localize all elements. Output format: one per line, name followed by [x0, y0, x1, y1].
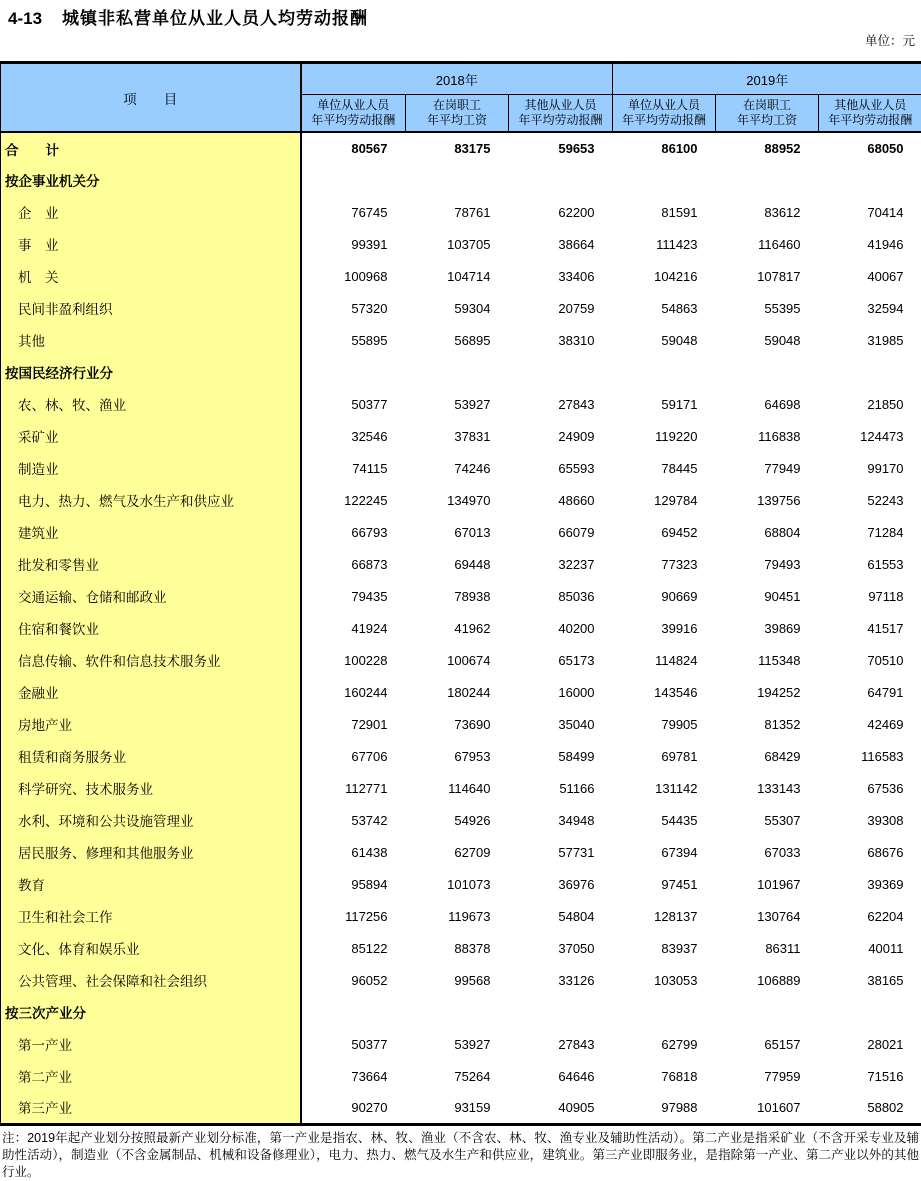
cell-value: 39369 [819, 868, 921, 900]
cell-value: 116460 [716, 228, 819, 260]
cell-value: 67013 [406, 516, 509, 548]
cell-value: 96052 [301, 964, 406, 996]
cell-value: 41924 [301, 612, 406, 644]
cell-value: 56895 [406, 324, 509, 356]
cell-value: 106889 [716, 964, 819, 996]
cell-value: 34948 [509, 804, 613, 836]
cell-value: 103053 [613, 964, 716, 996]
cell-value [819, 356, 921, 388]
table-row [1, 964, 921, 996]
table-row [1, 260, 921, 292]
table-row [1, 996, 921, 1028]
cell-value: 88378 [406, 932, 509, 964]
header-line: 年平均工资 [406, 113, 508, 128]
cell-value: 68429 [716, 740, 819, 772]
cell-value: 115348 [716, 644, 819, 676]
row-label: 批发和零售业 [1, 548, 301, 580]
cell-value: 67706 [301, 740, 406, 772]
cell-value: 16000 [509, 676, 613, 708]
cell-value: 69448 [406, 548, 509, 580]
cell-value: 41517 [819, 612, 921, 644]
cell-value [406, 996, 509, 1028]
cell-value: 67536 [819, 772, 921, 804]
cell-value: 101967 [716, 868, 819, 900]
footnote: 注：2019年起产业划分按照最新产业划分标准，第一产业是指农、林、牧、渔业（不含农、林、牧、渔专业及辅助性活动）。第二产业是指采矿业（不含开采专业及辅助性活动），制造业（不含金属制品、机械和设备修理业），电力、热力、燃气及水生产和供应业，建筑业。第三产业即服务业，是指除第一产业、第二产业以外的其他行业。 [0, 1126, 921, 1181]
unit-label: 单位：元 [0, 32, 921, 50]
table-number: 4-13 [8, 9, 42, 28]
cell-value: 97988 [613, 1092, 716, 1124]
row-label: 建筑业 [1, 516, 301, 548]
cell-value: 78761 [406, 196, 509, 228]
table-row [1, 868, 921, 900]
cell-value: 100968 [301, 260, 406, 292]
cell-value: 27843 [509, 388, 613, 420]
cell-value: 86311 [716, 932, 819, 964]
cell-value: 50377 [301, 1028, 406, 1060]
cell-value [301, 164, 406, 196]
row-label: 制造业 [1, 452, 301, 484]
row-label: 电力、热力、燃气及水生产和供应业 [1, 484, 301, 516]
cell-value: 53927 [406, 388, 509, 420]
row-label: 企 业 [1, 196, 301, 228]
cell-value: 33126 [509, 964, 613, 996]
cell-value: 40200 [509, 612, 613, 644]
row-label: 交通运输、仓储和邮政业 [1, 580, 301, 612]
row-label: 按三次产业分 [1, 996, 301, 1028]
cell-value: 194252 [716, 676, 819, 708]
table-row [1, 612, 921, 644]
cell-value: 83937 [613, 932, 716, 964]
cell-value: 36976 [509, 868, 613, 900]
cell-value: 50377 [301, 388, 406, 420]
cell-value: 38664 [509, 228, 613, 260]
row-label: 按企事业机关分 [1, 164, 301, 196]
cell-value: 76818 [613, 1060, 716, 1092]
cell-value: 55395 [716, 292, 819, 324]
year-header-row [1, 63, 921, 95]
table-row [1, 1060, 921, 1092]
cell-value [509, 996, 613, 1028]
cell-value: 101073 [406, 868, 509, 900]
cell-value: 65157 [716, 1028, 819, 1060]
cell-value: 117256 [301, 900, 406, 932]
column-header-2018-staff-wage [406, 95, 509, 133]
cell-value [613, 356, 716, 388]
table-row [1, 804, 921, 836]
cell-value: 119673 [406, 900, 509, 932]
header-line: 年平均劳动报酬 [613, 113, 715, 128]
cell-value: 37831 [406, 420, 509, 452]
cell-value: 99170 [819, 452, 921, 484]
row-label: 卫生和社会工作 [1, 900, 301, 932]
cell-value: 86100 [613, 132, 716, 164]
table-row [1, 548, 921, 580]
cell-value: 66079 [509, 516, 613, 548]
cell-value [509, 356, 613, 388]
cell-value: 122245 [301, 484, 406, 516]
cell-value: 111423 [613, 228, 716, 260]
cell-value: 20759 [509, 292, 613, 324]
cell-value: 41962 [406, 612, 509, 644]
cell-value [716, 356, 819, 388]
cell-value: 58802 [819, 1092, 921, 1124]
cell-value: 130764 [716, 900, 819, 932]
row-label: 采矿业 [1, 420, 301, 452]
row-label: 合 计 [1, 132, 301, 164]
column-header-item: 项 目 [1, 63, 301, 133]
row-label: 文化、体育和娱乐业 [1, 932, 301, 964]
table-row [1, 836, 921, 868]
row-label: 房地产业 [1, 708, 301, 740]
cell-value: 101607 [716, 1092, 819, 1124]
cell-value: 40905 [509, 1092, 613, 1124]
cell-value: 68050 [819, 132, 921, 164]
cell-value: 69781 [613, 740, 716, 772]
table-row [1, 932, 921, 964]
row-label: 机 关 [1, 260, 301, 292]
header-line: 年平均劳动报酬 [302, 113, 406, 128]
cell-value: 79493 [716, 548, 819, 580]
cell-value: 40011 [819, 932, 921, 964]
cell-value: 59171 [613, 388, 716, 420]
cell-value: 114824 [613, 644, 716, 676]
cell-value: 67953 [406, 740, 509, 772]
cell-value: 97118 [819, 580, 921, 612]
cell-value: 74115 [301, 452, 406, 484]
column-header-2018-other-remuneration [509, 95, 613, 133]
cell-value: 114640 [406, 772, 509, 804]
cell-value: 55307 [716, 804, 819, 836]
cell-value [716, 164, 819, 196]
cell-value: 128137 [613, 900, 716, 932]
cell-value [406, 356, 509, 388]
cell-value: 90669 [613, 580, 716, 612]
header-line: 年平均劳动报酬 [819, 113, 921, 128]
row-label: 水利、环境和公共设施管理业 [1, 804, 301, 836]
table-row [1, 484, 921, 516]
cell-value: 42469 [819, 708, 921, 740]
row-label: 科学研究、技术服务业 [1, 772, 301, 804]
table-row [1, 1092, 921, 1124]
cell-value: 79905 [613, 708, 716, 740]
cell-value: 67033 [716, 836, 819, 868]
cell-value: 65173 [509, 644, 613, 676]
table-row [1, 196, 921, 228]
cell-value: 76745 [301, 196, 406, 228]
row-label: 第三产业 [1, 1092, 301, 1124]
cell-value: 81352 [716, 708, 819, 740]
header-line: 年平均劳动报酬 [509, 113, 612, 128]
table-row [1, 516, 921, 548]
cell-value [301, 356, 406, 388]
cell-value: 62709 [406, 836, 509, 868]
cell-value: 53742 [301, 804, 406, 836]
cell-value: 160244 [301, 676, 406, 708]
header-line: 单位从业人员 [302, 98, 406, 113]
cell-value: 59048 [613, 324, 716, 356]
cell-value: 97451 [613, 868, 716, 900]
cell-value: 64791 [819, 676, 921, 708]
cell-value: 133143 [716, 772, 819, 804]
statistics-table [0, 61, 921, 1126]
row-label: 农、林、牧、渔业 [1, 388, 301, 420]
table-row [1, 676, 921, 708]
cell-value: 40067 [819, 260, 921, 292]
table-row [1, 132, 921, 164]
cell-value: 79435 [301, 580, 406, 612]
cell-value: 59653 [509, 132, 613, 164]
cell-value: 64646 [509, 1060, 613, 1092]
cell-value: 99568 [406, 964, 509, 996]
cell-value [613, 996, 716, 1028]
cell-value: 80567 [301, 132, 406, 164]
header-line: 年平均工资 [716, 113, 818, 128]
cell-value: 71284 [819, 516, 921, 548]
cell-value: 116838 [716, 420, 819, 452]
cell-value [819, 164, 921, 196]
cell-value: 100674 [406, 644, 509, 676]
cell-value: 77959 [716, 1060, 819, 1092]
cell-value: 88952 [716, 132, 819, 164]
table-header [1, 63, 921, 133]
cell-value: 104714 [406, 260, 509, 292]
cell-value: 67394 [613, 836, 716, 868]
row-label: 信息传输、软件和信息技术服务业 [1, 644, 301, 676]
cell-value: 78938 [406, 580, 509, 612]
table-row [1, 1028, 921, 1060]
cell-value: 62200 [509, 196, 613, 228]
cell-value [716, 996, 819, 1028]
table-body [1, 132, 921, 1124]
cell-value: 27843 [509, 1028, 613, 1060]
cell-value: 112771 [301, 772, 406, 804]
row-label: 其他 [1, 324, 301, 356]
cell-value: 85036 [509, 580, 613, 612]
cell-value: 66793 [301, 516, 406, 548]
cell-value: 73664 [301, 1060, 406, 1092]
table-row [1, 324, 921, 356]
cell-value: 64698 [716, 388, 819, 420]
cell-value: 52243 [819, 484, 921, 516]
cell-value: 100228 [301, 644, 406, 676]
cell-value: 83612 [716, 196, 819, 228]
cell-value: 38310 [509, 324, 613, 356]
title-text: 城镇非私营单位从业人员人均劳动报酬 [62, 9, 368, 28]
header-line: 单位从业人员 [613, 98, 715, 113]
cell-value: 32546 [301, 420, 406, 452]
cell-value: 73690 [406, 708, 509, 740]
row-label: 事 业 [1, 228, 301, 260]
cell-value: 107817 [716, 260, 819, 292]
table-row [1, 708, 921, 740]
cell-value: 66873 [301, 548, 406, 580]
cell-value: 57731 [509, 836, 613, 868]
cell-value: 58499 [509, 740, 613, 772]
cell-value: 41946 [819, 228, 921, 260]
table-row [1, 644, 921, 676]
cell-value: 37050 [509, 932, 613, 964]
column-header-2019: 2019年 [613, 63, 921, 95]
column-header-2018: 2018年 [301, 63, 613, 95]
cell-value: 129784 [613, 484, 716, 516]
cell-value: 68804 [716, 516, 819, 548]
cell-value: 57320 [301, 292, 406, 324]
cell-value: 134970 [406, 484, 509, 516]
table-row [1, 164, 921, 196]
row-label: 住宿和餐饮业 [1, 612, 301, 644]
cell-value: 103705 [406, 228, 509, 260]
row-label: 第二产业 [1, 1060, 301, 1092]
cell-value: 48660 [509, 484, 613, 516]
cell-value [406, 164, 509, 196]
cell-value: 72901 [301, 708, 406, 740]
row-label: 教育 [1, 868, 301, 900]
column-header-2019-other-remuneration [819, 95, 921, 133]
cell-value: 54926 [406, 804, 509, 836]
cell-value: 54804 [509, 900, 613, 932]
row-label: 租赁和商务服务业 [1, 740, 301, 772]
table-row [1, 292, 921, 324]
cell-value: 33406 [509, 260, 613, 292]
cell-value: 55895 [301, 324, 406, 356]
row-label: 金融业 [1, 676, 301, 708]
cell-value: 180244 [406, 676, 509, 708]
cell-value: 143546 [613, 676, 716, 708]
row-label: 按国民经济行业分 [1, 356, 301, 388]
page-title [0, 0, 921, 30]
cell-value: 90451 [716, 580, 819, 612]
cell-value: 62799 [613, 1028, 716, 1060]
cell-value: 139756 [716, 484, 819, 516]
cell-value: 62204 [819, 900, 921, 932]
cell-value: 90270 [301, 1092, 406, 1124]
cell-value: 93159 [406, 1092, 509, 1124]
column-header-2019-staff-wage [716, 95, 819, 133]
table-row [1, 900, 921, 932]
cell-value: 119220 [613, 420, 716, 452]
table-row [1, 420, 921, 452]
column-header-2018-unit-remuneration [301, 95, 406, 133]
cell-value: 54435 [613, 804, 716, 836]
cell-value: 32594 [819, 292, 921, 324]
cell-value: 59304 [406, 292, 509, 324]
row-label: 公共管理、社会保障和社会组织 [1, 964, 301, 996]
cell-value [819, 996, 921, 1028]
cell-value: 61438 [301, 836, 406, 868]
table-row [1, 452, 921, 484]
table-row [1, 388, 921, 420]
cell-value: 35040 [509, 708, 613, 740]
table-row [1, 772, 921, 804]
cell-value: 77323 [613, 548, 716, 580]
header-line: 在岗职工 [406, 98, 508, 113]
column-header-2019-unit-remuneration [613, 95, 716, 133]
header-line: 在岗职工 [716, 98, 818, 113]
cell-value: 65593 [509, 452, 613, 484]
cell-value: 77949 [716, 452, 819, 484]
cell-value: 104216 [613, 260, 716, 292]
row-label: 第一产业 [1, 1028, 301, 1060]
cell-value: 116583 [819, 740, 921, 772]
cell-value: 28021 [819, 1028, 921, 1060]
table-row [1, 740, 921, 772]
table-row [1, 580, 921, 612]
cell-value: 71516 [819, 1060, 921, 1092]
cell-value: 32237 [509, 548, 613, 580]
row-label: 民间非盈利组织 [1, 292, 301, 324]
cell-value: 39916 [613, 612, 716, 644]
cell-value: 54863 [613, 292, 716, 324]
cell-value: 95894 [301, 868, 406, 900]
cell-value: 85122 [301, 932, 406, 964]
cell-value: 70510 [819, 644, 921, 676]
row-label: 居民服务、修理和其他服务业 [1, 836, 301, 868]
header-line: 其他从业人员 [509, 98, 612, 113]
cell-value: 24909 [509, 420, 613, 452]
cell-value: 39869 [716, 612, 819, 644]
cell-value: 81591 [613, 196, 716, 228]
cell-value: 51166 [509, 772, 613, 804]
table-row [1, 356, 921, 388]
cell-value: 68676 [819, 836, 921, 868]
cell-value [301, 996, 406, 1028]
cell-value [613, 164, 716, 196]
cell-value: 39308 [819, 804, 921, 836]
cell-value: 59048 [716, 324, 819, 356]
header-line: 其他从业人员 [819, 98, 921, 113]
cell-value: 38165 [819, 964, 921, 996]
table-row [1, 228, 921, 260]
cell-value: 74246 [406, 452, 509, 484]
cell-value: 131142 [613, 772, 716, 804]
cell-value: 78445 [613, 452, 716, 484]
cell-value: 83175 [406, 132, 509, 164]
cell-value: 61553 [819, 548, 921, 580]
cell-value [509, 164, 613, 196]
cell-value: 69452 [613, 516, 716, 548]
cell-value: 75264 [406, 1060, 509, 1092]
cell-value: 99391 [301, 228, 406, 260]
cell-value: 21850 [819, 388, 921, 420]
cell-value: 70414 [819, 196, 921, 228]
cell-value: 124473 [819, 420, 921, 452]
cell-value: 31985 [819, 324, 921, 356]
cell-value: 53927 [406, 1028, 509, 1060]
